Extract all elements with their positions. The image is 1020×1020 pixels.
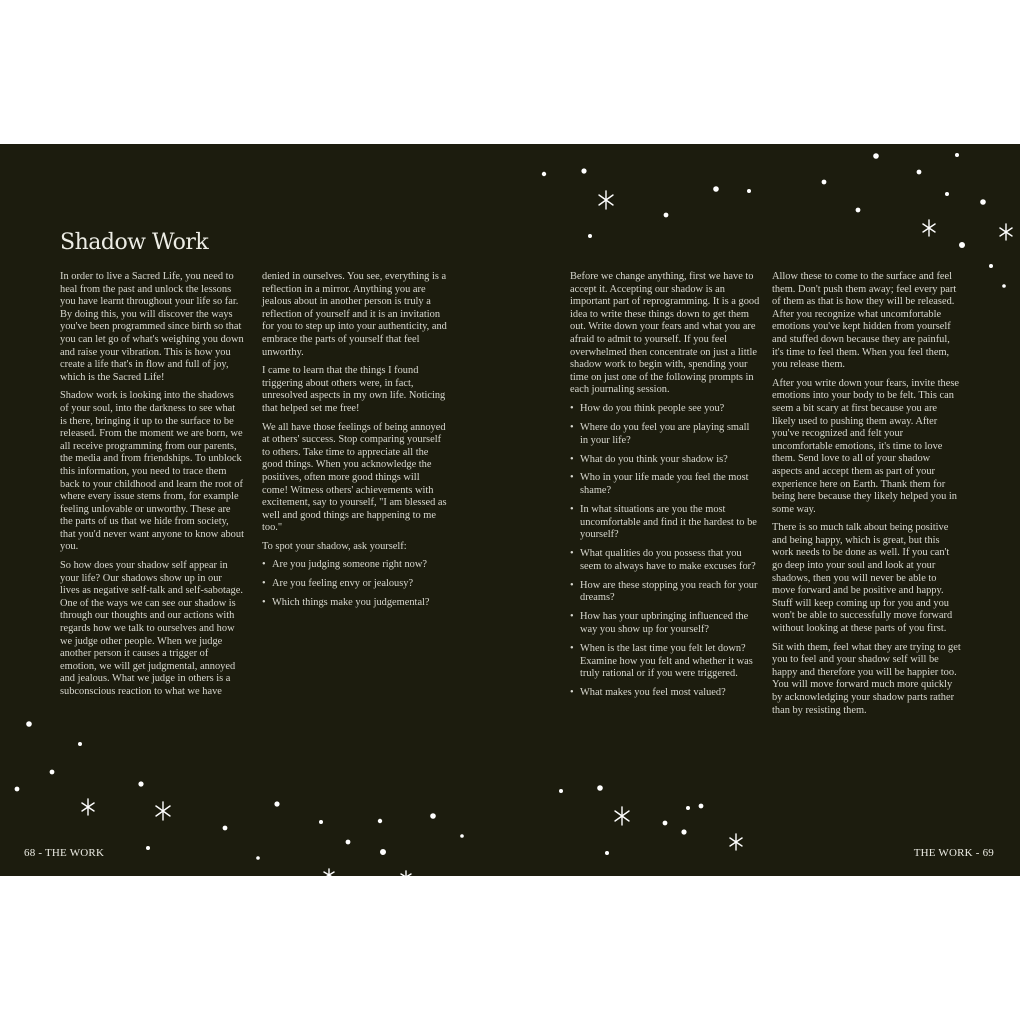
right-column-1	[570, 271, 760, 706]
list-item: • How are these stopping you reach for your dreams?	[570, 580, 760, 605]
paragraph: Shadow work is looking into the shadows of your soul, into the darkness to see what is there, bringing it up to the surface to be released. From the moment we are born, we all receive programming from our parents, the media and from friendships. To unblock this information, you need to trace them back to your childhood and learn the root of where every issue stems from, for example feeling unlovable or unworthy. These are the parts of us that we hide from society, that you'd never want anyone to know about you.	[60, 390, 244, 553]
paragraph: Sit with them, feel what they are trying to get you to feel and your shadow self will be happy and therefore you will be happier too. You will move forward much more quickly by acknowledging your shadow parts rather than by resisting them.	[772, 641, 961, 716]
list-item: • Are you feeling envy or jealousy?	[262, 578, 448, 591]
paragraph: So how does your shadow self appear in your life? Our shadows show up in our lives as negative self-talk and self-sabotage. One of the ways we can see our shadow is through our thoughts and our actions with regards how we talk to ourselves and how we judge other people. When we judge another person it causes a trigger of emotion, we will get judgmental, annoyed and jealous. What we judge in others is a subconscious reaction to what we have	[60, 560, 243, 697]
page-title: Shadow Work	[60, 230, 209, 255]
list-item: • When is the last time you felt let down? Examine how you felt and whether it was truly rational or if you were triggered.	[570, 643, 760, 681]
right-page	[510, 144, 1020, 876]
list-item: • Who in your life made you feel the most shame?	[570, 472, 760, 497]
paragraph: In order to live a Sacred Life, you need to heal from the past and unlock the lessons you have learnt throughout your life so far. By doing this, you will discover the ways you've been programmed since birth so that you can let go of what's weighing you down and raise your vibration. This is how you create a life that's in flow and full of joy, which is the Sacred Life!	[60, 271, 244, 383]
paragraph: We all have those feelings of being annoyed at others' success. Stop comparing yourself to others. Take time to appreciate all the good things. When you acknowledge the positives, often more good things will come! Witness others' achievements with excitement, say to yourself, "I am blessed as well and good things are happening to me too."	[262, 421, 447, 534]
paragraph: After you write down your fears, invite these emotions into your body to be felt. This can seem a bit scary at first because you are likely used to pushing them away. After you've recognized and felt your uncomfortable emotions, it's time to love them. Send love to all of your shadow aspects and accept them as part of your experience here on Earth. Thank them for being here because they likely helped you in some way.	[772, 377, 959, 515]
paragraph: I came to learn that the things I found triggering about others were, in fact, unresolved aspects in my own life. Noticing that helped set me free!	[262, 365, 446, 414]
paragraph: Before we change anything, first we have to accept it. Accepting our shadow is an important part of reprogramming. It is a good idea to write these things down to get them out. Write down your fears and what you are afraid to admit to yourself. If you feel overwhelmed then concentrate on just a little shadow work to begin with, spending your time on just one of the following prompts in each journaling session.	[570, 271, 760, 396]
list-item: • How has your upbringing influenced the way you show up for yourself?	[570, 611, 760, 636]
list-item: • How do you think people see you?	[570, 403, 760, 416]
list-item: • Which things make you judgemental?	[262, 597, 448, 610]
list-item: • What do you think your shadow is?	[570, 454, 760, 467]
left-page	[0, 144, 510, 876]
list-item: • In what situations are you the most uncomfortable and find it the hardest to be yourself?	[570, 504, 760, 542]
paragraph: Allow these to come to the surface and feel them. Don't push them away; feel every part of them as that is how they will be released. After you recognize what uncomfortable emotions you've kept hidden from yourself and stuffed down because they are painful, it's time to feel them. When you feel them, you release them.	[772, 271, 957, 371]
left-column-2	[262, 271, 448, 616]
book-spread	[0, 144, 1020, 876]
list-item: • Are you judging someone right now?	[262, 559, 448, 572]
right-column-2	[772, 271, 962, 723]
question-list	[262, 559, 448, 610]
paragraph: To spot your shadow, ask yourself:	[262, 540, 407, 552]
page-number-left: 68 - THE WORK	[24, 847, 105, 859]
paragraph: denied in ourselves. You see, everything is a reflection in a mirror. Anything you are jealous about in another person is truly a reflection of yourself and it is an invitation for you to step up into your authenticity, and embrace the parts of yourself that feel unworthy.	[262, 271, 447, 358]
prompt-list	[570, 403, 760, 700]
left-column-1	[60, 271, 244, 705]
list-item: • What qualities do you possess that you seem to always have to make excuses for?	[570, 548, 760, 573]
list-item: • What makes you feel most valued?	[570, 687, 760, 700]
paragraph: There is so much talk about being positive and being happy, which is great, but this work needs to be done as well. If you can't go deep into your soul and look at your shadows, then you will never be able to move forward and be positive and happy. Stuff will keep coming up for you and you won't be able to successfully move forward without looking at these parts of you first.	[772, 522, 953, 635]
list-item: • Where do you feel you are playing small in your life?	[570, 422, 760, 447]
page-number-right: THE WORK - 69	[913, 847, 994, 859]
